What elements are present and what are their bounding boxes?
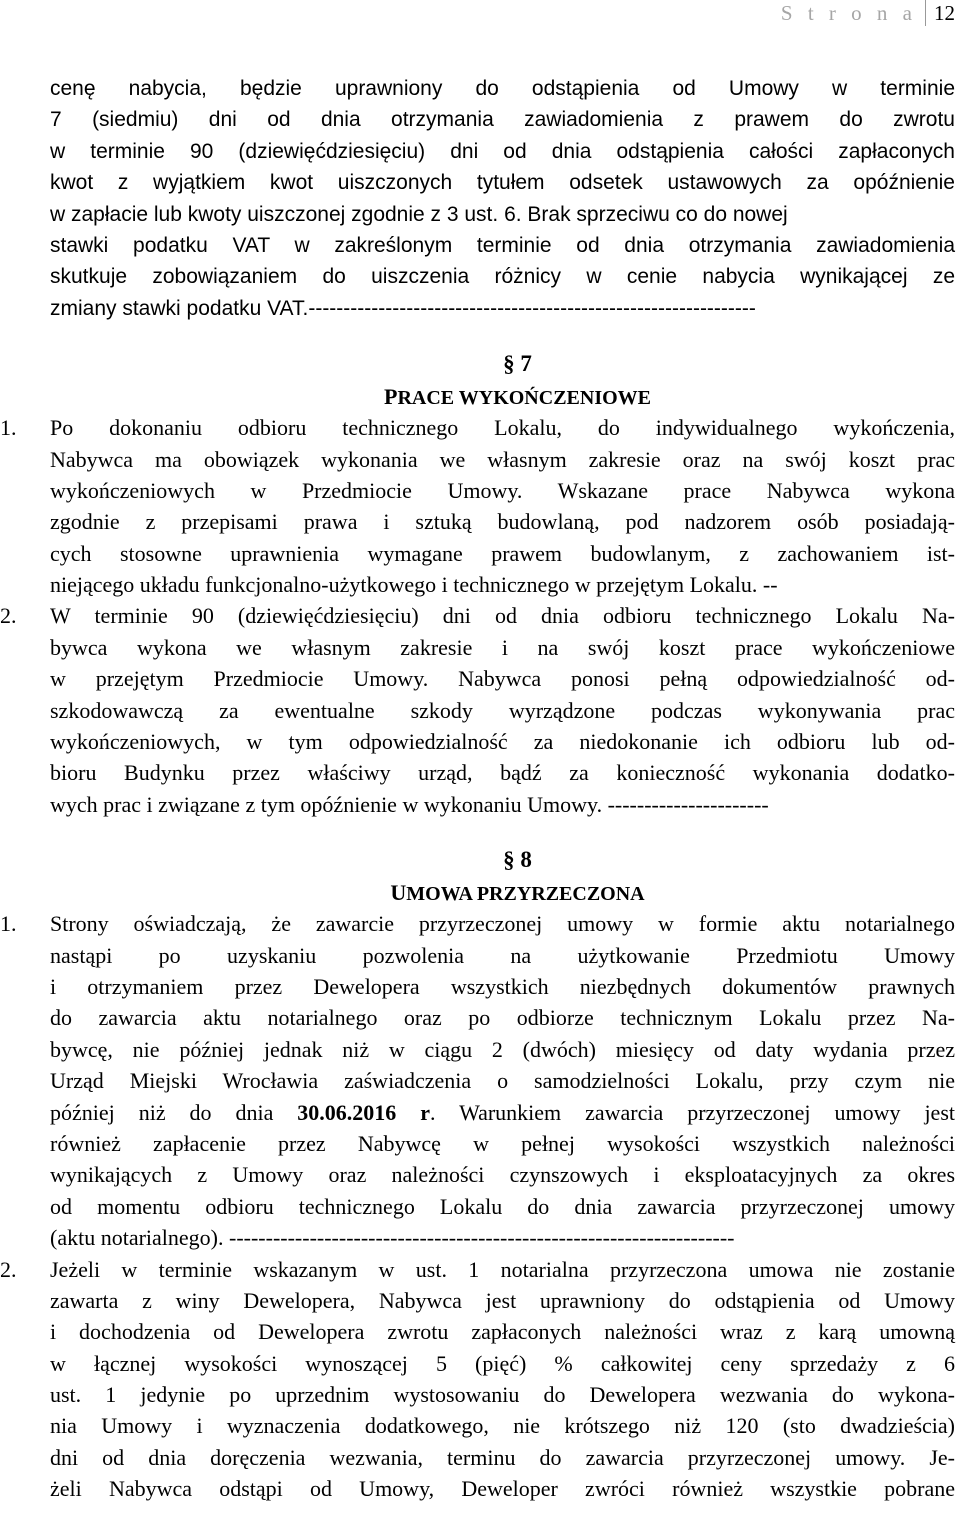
text-line: wynikających z Umowy oraz należności czynszowych i eksploatacyjnych za okres (50, 1162, 955, 1188)
text-line: 2. W terminie 90 (dziewięćdziesięciu) dni od dnia odbioru technicznego Lokalu Na- (50, 600, 955, 631)
section-number: 7 (520, 351, 532, 377)
text-line: zmiany stawki podatku VAT.---------------------------------------------------------------- (50, 296, 756, 320)
section-8-item-2 (0, 1254, 955, 1505)
text-line: i otrzymaniem przez Dewelopera wszystkich niezbędnych dokumentów prawnych (50, 973, 955, 999)
text-line: wykończeniowych w Przedmiocie Umowy. Wskazane prace Nabywca wykona (50, 477, 955, 503)
text-line: w zapłacie lub kwoty uiszczonej zgodnie z 3 ust. 6. Brak sprzeciwu co do nowej (50, 202, 788, 226)
text-line: nastąpi po uzyskaniu pozwolenia na użytkowanie Przedmiotu Umowy (50, 942, 955, 968)
deadline-date: 30.06.2016 r (297, 1099, 431, 1125)
text-line: zgodnie z przepisami prawa i sztuką budowlaną, pod nadzorem osób posiadają- (50, 509, 955, 535)
text-line: ust. 1 jedynie po uprzednim wystosowaniu do Dewelopera wezwania do wykona- (50, 1382, 955, 1408)
title-rest: MOWA PRZYRZECZONA (406, 883, 645, 906)
text-line: w terminie 90 (dziewięćdziesięciu) dni od dnia odstąpienia całości zapłaconych (50, 139, 955, 163)
section-8-title (50, 878, 955, 908)
text-line: w przejętym Przedmiocie Umowy. Nabywca ponosi pełną odpowiedzialność od- (50, 666, 955, 692)
title-rest: RACE WYKOŃCZENIOWE (397, 387, 651, 410)
text-line: (aktu notarialnego). --------------------------------------------------------------------- (50, 1225, 735, 1251)
text-line: cych stosowne uprawnienia wymagane prawem budowlanym, z zachowaniem ist- (50, 540, 955, 566)
text-line: 1. Strony oświadczają, że zawarcie przyrzeczonej umowy w formie aktu notarialnego (50, 908, 955, 939)
text-line: wykończeniowych, w tym odpowiedzialność za niedokonanie ich odbioru lub od- (50, 729, 955, 755)
text-line: Urząd Miejski Wrocławia zaświadczenia o samodzielności Lokalu, przy czym nie (50, 1068, 955, 1094)
text-line: cenę nabycia, będzie uprawniony do odstąpienia od Umowy w terminie (50, 77, 955, 100)
section-symbol: § (503, 351, 515, 377)
text-line: od momentu odbioru technicznego Lokalu do dnia zawarcia przyrzeczonej umowy (50, 1193, 955, 1219)
text-line: 1. Po dokonaniu odbioru technicznego Lokalu, do indywidualnego wykończenia, (50, 412, 955, 443)
text-line: do zawarcia aktu notarialnego oraz po odbiorze technicznym Lokalu przez Na- (50, 1005, 955, 1031)
text-line: kwot z wyjątkiem kwot uiszczonych tytułem odsetek ustawowych za opóźnienie (50, 171, 955, 195)
text-line: Nabywca ma obowiązek wykonania we własnym zakresie oraz na swój koszt prac (50, 446, 955, 472)
text-line: 2. Jeżeli w terminie wskazanym w ust. 1 notarialna przyrzeczona umowa nie zostanie (50, 1254, 955, 1285)
section-7-item-2 (0, 600, 955, 820)
section-number: 8 (520, 847, 532, 873)
text-line: dni od dnia doręczenia wezwania, terminu do zawarcia przyrzeczonej umowy. Je- (50, 1444, 955, 1470)
item-number: 1. (0, 415, 17, 441)
item-number: 1. (0, 911, 17, 937)
section-8-item-1 (0, 908, 955, 1253)
text-line: bioru Budynku przez właściwy urząd, bądź za konieczność wykonania dodatko- (50, 760, 955, 786)
page-header (781, 0, 960, 26)
item-number: 2. (0, 1256, 17, 1282)
text-line: nia Umowy i wyznaczenia dodatkowego, nie krótszego niż 120 (sto dwadzieścia) (50, 1413, 955, 1439)
text-line: wych prac i związane z tym opóźnienie w wykonaniu Umowy. ---------------------- (50, 791, 769, 817)
intro-paragraph (50, 73, 955, 324)
text-line: później niż do dnia 30.06.2016 r. Warunkiem zawarcia przyrzeczonej umowy jest (50, 1099, 955, 1125)
text-line: bywca wykona we własnym zakresie i na swój koszt prace wykończeniowe (50, 634, 955, 660)
text-line: skutkuje zobowiązaniem do uiszczenia różnicy w cenie nabycia wynikającej ze (50, 265, 955, 289)
header-divider (925, 0, 926, 26)
text-line: 7 (siedmiu) dni od dnia otrzymania zawiadomienia z prawem do zwrotu (50, 108, 955, 132)
title-initial: P (383, 384, 398, 410)
section-7-item-1 (0, 412, 955, 600)
text-line: zawarta z winy Dewelopera, Nabywca jest uprawniony do odstąpienia od Umowy (50, 1287, 955, 1313)
title-initial: U (390, 880, 407, 906)
section-symbol: § (503, 847, 515, 873)
page-label: S t r o n a (780, 0, 917, 25)
text-line: i dochodzenia od Dewelopera zwrotu zapłaconych należności wraz z karą umowną (50, 1319, 955, 1345)
section-7-title (50, 382, 955, 412)
text-line: niejącego układu funkcjonalno-użytkowego i technicznego w przejętym Lokalu. -- (50, 572, 778, 598)
section-8-number (50, 842, 955, 878)
text-line: również zapłacenie przez Nabywcę w pełnej wysokości wszystkich należności (50, 1130, 955, 1156)
item-number: 2. (0, 603, 17, 629)
text-line: bywcę, nie później jednak niż w ciągu 2 (dwóch) miesięcy od daty wydania przez (50, 1036, 955, 1062)
page-number: 12 (934, 0, 955, 25)
text-line: w łącznej wysokości wynoszącej 5 (pięć) % całkowitej ceny sprzedaży z 6 (50, 1350, 955, 1376)
text-line: żeli Nabywca odstąpi od Umowy, Deweloper zwróci również wszystkie pobrane (50, 1476, 955, 1502)
text-line: stawki podatku VAT w zakreślonym terminie od dnia otrzymania zawiadomienia (50, 233, 955, 257)
document-body (0, 73, 955, 1505)
text-line: szkodowawczą za ewentualne szkody wyrządzone podczas wykonywania prac (50, 697, 955, 723)
section-7-number (50, 346, 955, 382)
